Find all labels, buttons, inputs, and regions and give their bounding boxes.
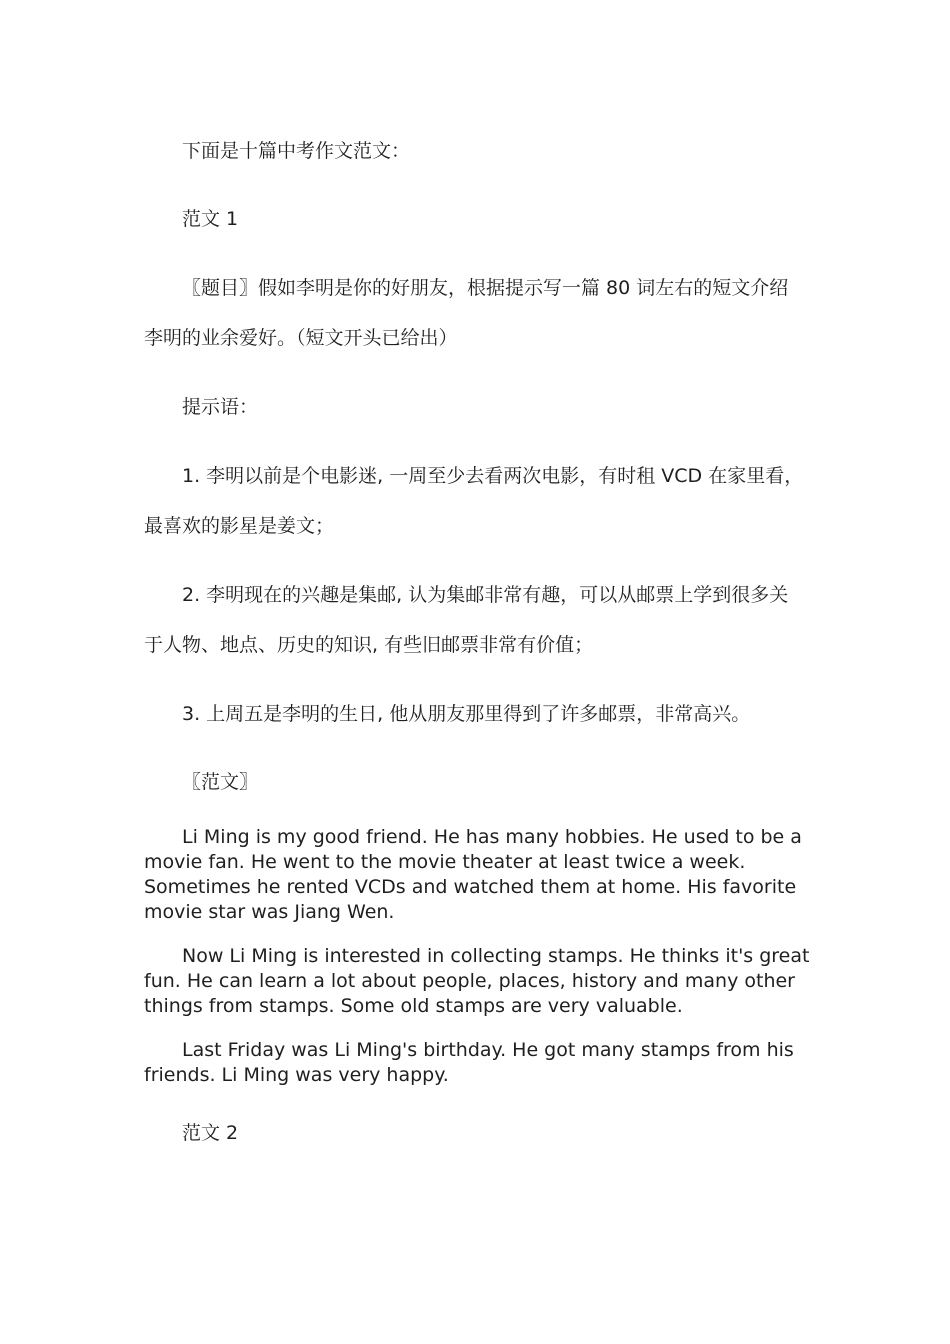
intro-text: 下面是十篇中考作文范文： [182,140,411,162]
sample-essay-label: 〖范文〗 [182,771,259,793]
sample-1-heading: 范文 1 [182,208,239,230]
hint-1-line-1: 1. 李明以前是个电影迷, 一周至少去看两次电影，有时租 VCD 在家里看， [182,465,804,487]
prompt-line-2: 李明的业余爱好。（短文开头已给出） [144,327,458,349]
hints-label: 提示语： [182,396,259,418]
hint-1-line-2: 最喜欢的影星是姜文； [144,515,335,537]
hint-2-line-2: 于人物、地点、历史的知识, 有些旧邮票非常有价值； [144,634,594,656]
hint-3: 3. 上周五是李明的生日, 他从朋友那里得到了许多邮票，非常高兴。 [182,703,751,725]
essay-paragraph-2: Now Li Ming is interested in collecting stamps. He thinks it's great fun. He can learn a lot about people, places, history and many other things from stamps. Some old stamps are very valuable. [144,945,810,1017]
essay-paragraph-3: Last Friday was Li Ming's birthday. He got many stamps from his friends. Li Ming was very happy. [144,1039,794,1086]
prompt-line-1: 〖题目〗假如李明是你的好朋友，根据提示写一篇 80 词左右的短文介绍 [182,277,789,299]
sample-2-heading: 范文 2 [182,1122,239,1144]
hint-2-line-1: 2. 李明现在的兴趣是集邮, 认为集邮非常有趣，可以从邮票上学到很多关 [182,584,789,606]
essay-paragraph-1: Li Ming is my good friend. He has many hobbies. He used to be a movie fan. He went to the movie theater at least twice a week. Sometimes he rented VCDs and watched them at home. His favorite movie star was Jiang Wen. [144,826,802,923]
